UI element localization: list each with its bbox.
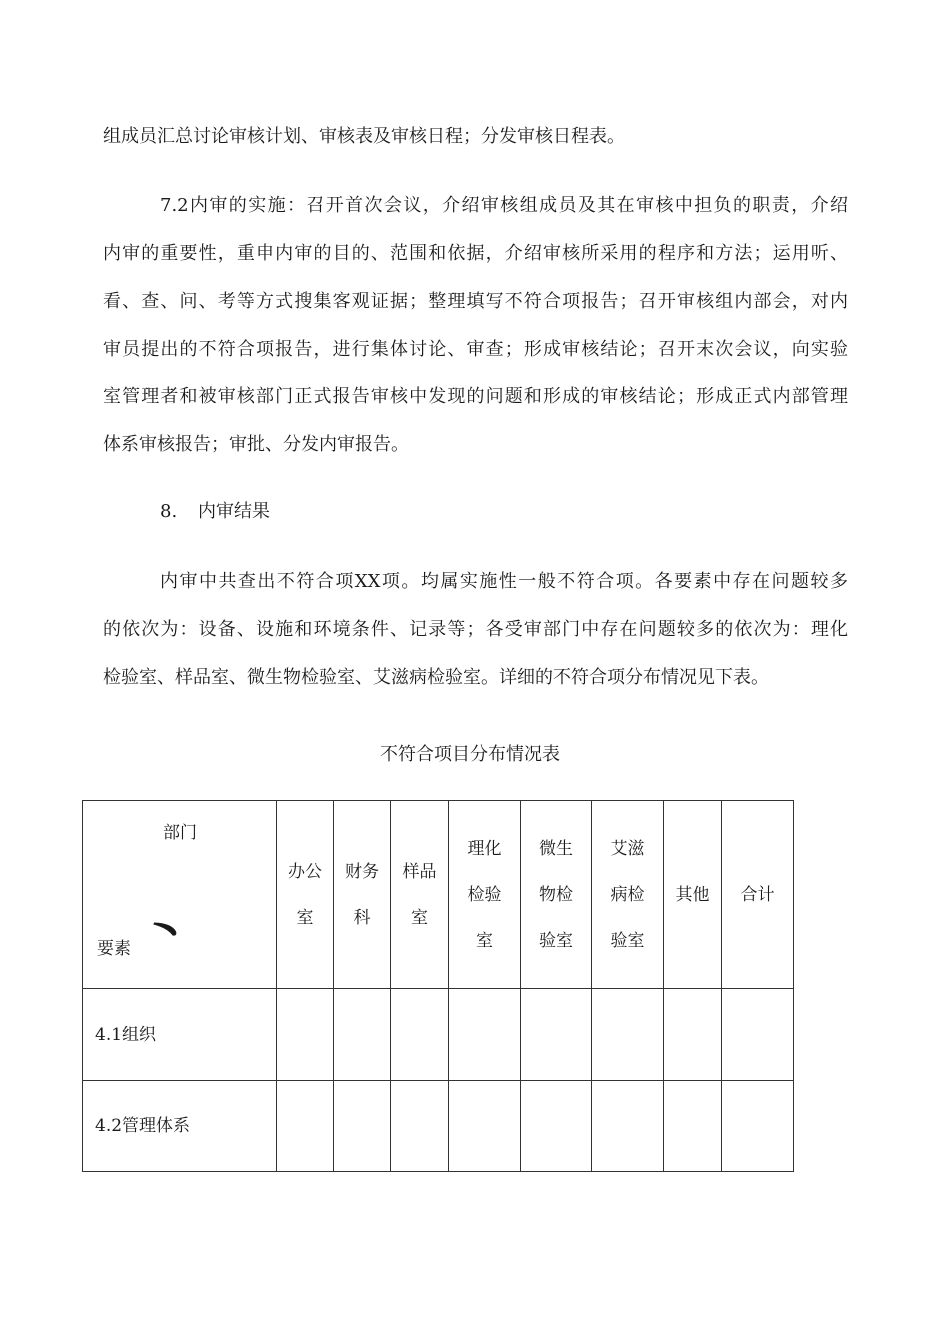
- corner-mark: 丶: [135, 898, 197, 966]
- column-header-office: [277, 801, 334, 989]
- table-cell: [449, 989, 521, 1081]
- header-text: 科: [353, 907, 371, 928]
- table-cell: [277, 1081, 334, 1172]
- table-cell: [391, 989, 449, 1081]
- paragraph-line: 的依次为：设备、设施和环境条件、记录等；各受审部门中存在问题较多的依次为：理化: [103, 619, 848, 640]
- nonconformity-table: [82, 800, 794, 1172]
- corner-cell: [83, 801, 277, 989]
- paragraph-line: 审员提出的不符合项报告，进行集体讨论、审查；形成审核结论；召开末次会议，向实验: [103, 339, 848, 360]
- section-heading: [160, 500, 270, 524]
- section-number: 8.: [160, 501, 178, 522]
- header-text: 其他: [675, 884, 710, 905]
- header-text: 室: [296, 907, 314, 928]
- column-header-aids-lab: [592, 801, 664, 989]
- paragraph-line: 室管理者和被审核部门正式报告审核中发现的问题和形成的审核结论；形成正式内部管理: [103, 386, 848, 407]
- header-text: 样品: [402, 861, 437, 882]
- table-cell: [521, 1081, 592, 1172]
- table-cell: [334, 1081, 391, 1172]
- table-cell: [722, 1081, 794, 1172]
- header-text: 室: [411, 907, 428, 928]
- table-cell: [521, 989, 592, 1081]
- column-header-total: [722, 801, 794, 989]
- paragraph-line: 组成员汇总讨论审核计划、审核表及审核日程；分发审核日程表。: [103, 126, 625, 147]
- header-text: 理化: [467, 838, 502, 859]
- header-text: 物检: [539, 884, 573, 905]
- header-text: 微生: [539, 838, 573, 859]
- header-text: 检验: [467, 884, 502, 905]
- table-cell: [722, 989, 794, 1081]
- section-title: 内审结果: [198, 501, 270, 522]
- corner-dept-label: 部门: [163, 823, 197, 843]
- table-cell: [592, 989, 664, 1081]
- table-cell: [664, 989, 722, 1081]
- column-header-finance: [334, 801, 391, 989]
- table-row: [83, 1081, 794, 1172]
- row-label: 4.2管理体系: [83, 1081, 277, 1172]
- header-text: 合计: [740, 884, 775, 905]
- header-text: 验室: [539, 930, 573, 951]
- column-header-microbio-lab: [521, 801, 592, 989]
- header-text: 室: [476, 930, 493, 951]
- paragraph-line: 7.2内审的实施：召开首次会议，介绍审核组成员及其在审核中担负的职责，介绍: [160, 195, 848, 216]
- paragraph-line: 检验室、样品室、微生物检验室、艾滋病检验室。详细的不符合项分布情况见下表。: [103, 667, 769, 688]
- column-header-sample-room: [391, 801, 449, 989]
- table-cell: [334, 989, 391, 1081]
- table-cell: [664, 1081, 722, 1172]
- table-cell: [277, 989, 334, 1081]
- paragraph-line: 体系审核报告；审批、分发内审报告。: [103, 434, 409, 455]
- header-text: 艾滋: [610, 838, 645, 859]
- header-text: 病检: [610, 884, 645, 905]
- table-cell: [449, 1081, 521, 1172]
- row-label: 4.1组织: [83, 989, 277, 1081]
- table-row: [83, 989, 794, 1081]
- table-caption: 不符合项目分布情况表: [380, 744, 560, 765]
- header-text: 财务: [345, 861, 379, 882]
- header-text: 办公: [288, 861, 322, 882]
- paragraph-line: 看、查、问、考等方式搜集客观证据；整理填写不符合项报告；召开审核组内部会，对内: [103, 291, 848, 312]
- paragraph-line: 内审的重要性，重申内审的目的、范围和依据，介绍审核所采用的程序和方法；运用听、: [103, 243, 848, 264]
- paragraph-line: 内审中共查出不符合项XX项。均属实施性一般不符合项。各要素中存在问题较多: [160, 571, 848, 592]
- table-header-row: [83, 801, 794, 989]
- table-cell: [592, 1081, 664, 1172]
- column-header-other: [664, 801, 722, 989]
- column-header-physchem-lab: [449, 801, 521, 989]
- header-text: 验室: [610, 930, 645, 951]
- table-cell: [391, 1081, 449, 1172]
- corner-element-label: 要素: [97, 939, 131, 959]
